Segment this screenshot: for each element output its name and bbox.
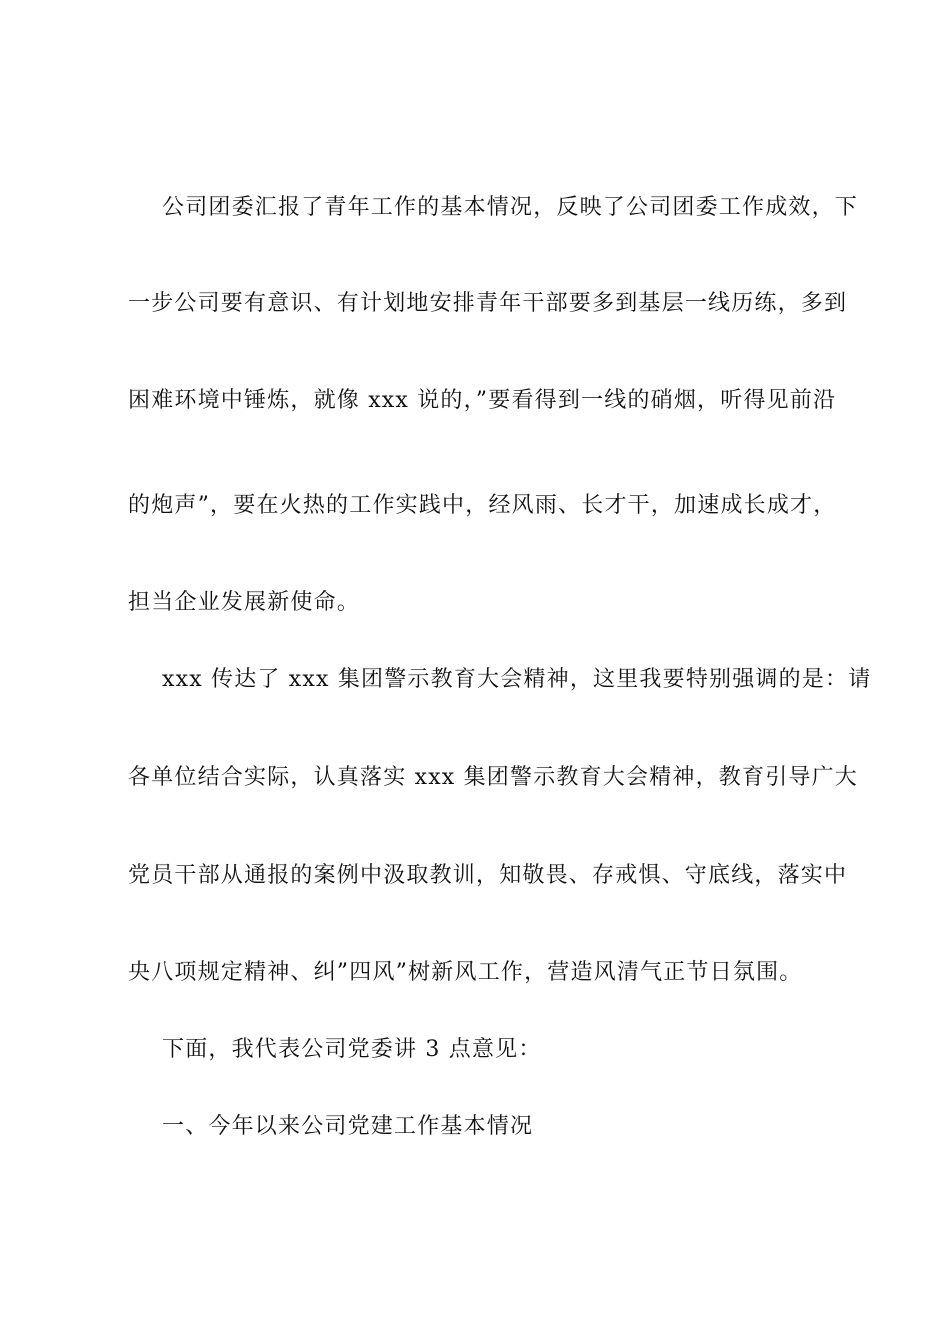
paragraph-3-line-1: 下面，我代表公司党委讲 3 点意见： <box>162 1037 542 1062</box>
paragraph-1-line-4: 的炮声”，要在火热的工作实践中，经风雨、长才干，加速成长成才， <box>128 493 837 518</box>
paragraph-1-line-5: 担当企业发展新使命。 <box>128 590 361 615</box>
section-heading-1: 一、今年以来公司党建工作基本情况 <box>162 1114 534 1139</box>
paragraph-1-line-3: 困难环境中锤炼，就像 xxx 说的，”要看得到一线的硝烟，听得见前沿 <box>128 388 837 413</box>
paragraph-2-line-2: 各单位结合实际，认真落实 xxx 集团警示教育大会精神，教育引导广大 <box>128 765 859 790</box>
paragraph-2-line-3: 党员干部从通报的案例中汲取教训，知敬畏、存戒惧、守底线，落实中 <box>128 863 848 888</box>
paragraph-2-line-1: xxx 传达了 xxx 集团警示教育大会精神，这里我要特别强调的是：请 <box>162 667 872 692</box>
paragraph-2-line-4: 央八项规定精神、纠”四风”树新风工作，营造风清气正节日氛围。 <box>128 960 803 985</box>
paragraph-1-line-1: 公司团委汇报了青年工作的基本情况，反映了公司团委工作成效，下 <box>162 195 859 220</box>
paragraph-1-line-2: 一步公司要有意识、有计划地安排青年干部要多到基层一线历练，多到 <box>128 291 848 316</box>
